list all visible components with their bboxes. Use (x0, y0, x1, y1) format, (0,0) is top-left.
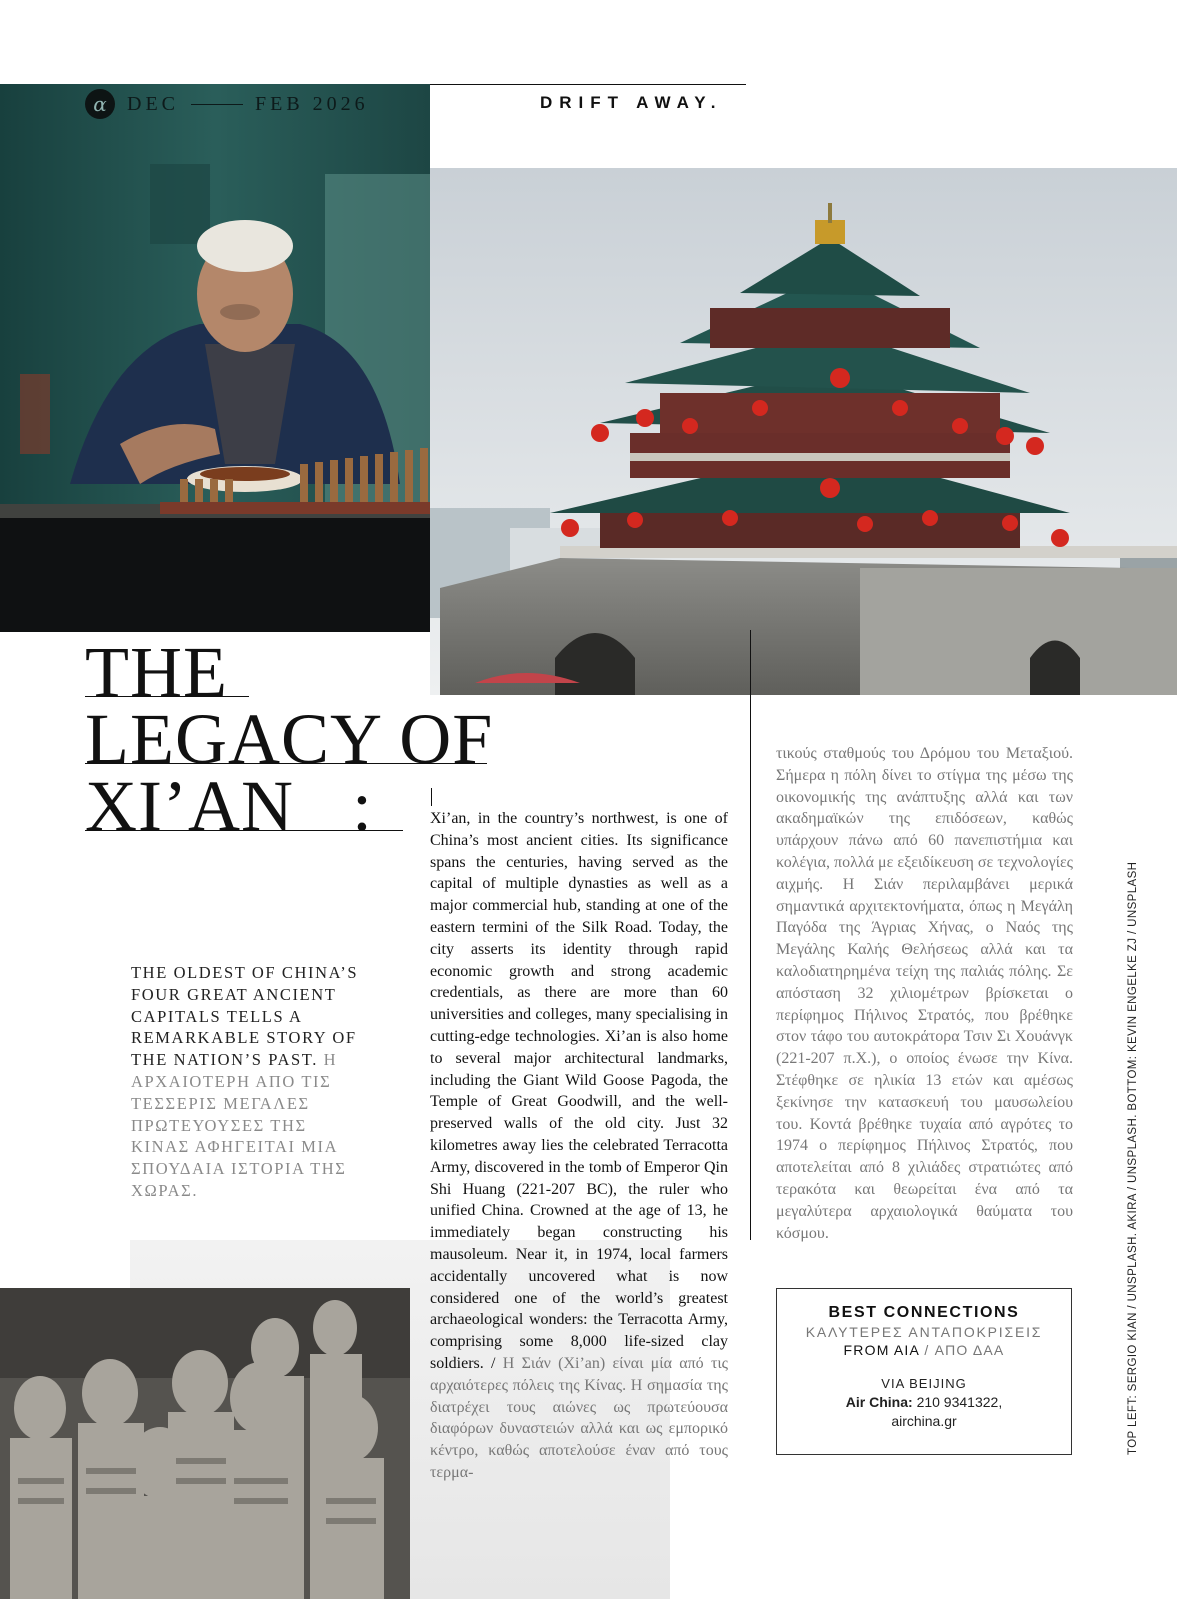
airline-contact (777, 1394, 1071, 1410)
best-connections-title: BEST CONNECTIONS (828, 1304, 1020, 1321)
standfirst (131, 962, 371, 1202)
article-title (85, 632, 494, 846)
title-colon: : (351, 766, 373, 846)
title-line-2: LEGACY OF (85, 699, 494, 779)
via-route: VIA BEIJING (881, 1376, 967, 1391)
tagline: DRIFT AWAY. (540, 93, 723, 112)
from-airport-separator: / (924, 1342, 930, 1358)
photo-credits: TOP LEFT: SERGIO KIAN / UNSPLASH. AKIRA / UNSPLASH. BOTTOM: KEVIN ENGELKE ZJ / UNSPLASH (1127, 861, 1139, 1455)
from-airport-greek: ΑΠΟ ΔΑΑ (934, 1342, 1005, 1358)
standfirst-greek: Η ΑΡΧΑΙΟΤΕΡΗ ΑΠΟ ΤΙΣ ΤΕΣΣΕΡΙΣ ΜΕΓΑΛΕΣ ΠΡΩΤΕΥΟΥΣΕΣ ΤΗΣ ΚΙΝΑΣ ΑΦΗΓΕΙΤΑΙ ΜΙΑ ΣΠΟΥΔΑΙΑ ΙΣΤΟΡΙΑ ΤΗΣ ΧΩΡΑΣ. (131, 1050, 347, 1200)
airline-phone: 210 9341322, (916, 1394, 1003, 1410)
body-greek-part-1: Η Σιάν (Xi’an) είναι μία από τις αρχαιότερες πόλεις της Κίνας. Η σημασία της διατρέχει τους αιώνες ως πρωτεύουσα διαφόρων δυναστειών αλλά και ως εμπορικό κέντρο, καθώς αποτελούσε έναν από τους τερμα- (430, 1354, 729, 1481)
photo-man-skewers-svg (0, 84, 430, 632)
issue-end: FEB 2026 (255, 92, 369, 115)
issue-start: DEC (127, 92, 179, 115)
airline-website: airchina.gr (891, 1413, 957, 1429)
best-connections-subtitle-greek: ΚΑΛΥΤΕΡΕΣ ΑΝΤΑΠΟΚΡΙΣΕΙΣ (805, 1324, 1043, 1340)
issue-dash (191, 104, 243, 105)
photo-bell-tower-xian (430, 168, 1177, 695)
photo-terracotta-army-svg (0, 1288, 410, 1599)
issue-bar (85, 88, 369, 120)
from-airport-line (777, 1342, 1071, 1358)
top-rule (430, 84, 746, 85)
column-divider (750, 630, 751, 1240)
body-english: Xi’an, in the country’s northwest, is one of China’s most ancient cities. Its significance spans the centuries, having served as the capital of multiple dynasties as well as a major commercial hub, standing at one of the eastern termini of the Silk Road. Today, the city asserts its identity through rapid economic growth and strong academic credentials, as there are more than 60 universities and colleges, many specialising in cutting-edge technologies. Xi’an is also home to several major architectural landmarks, including the Giant Wild Goose Pagoda, the Temple of Great Goodwill, and the well-preserved walls of the old city. Just 32 kilometres away lies the celebrated Terracotta Army, discovered in the tomb of Emperor Qin Shi Huang (221-207 BC), the ruler who unified China. Crowned at the age of 13, he immediately began constructing his mausoleum. Near it, in 1974, local farmers accidentally uncovered what is now considered one of the world’s greatest archaeological wonders: the Terracotta Army, comprising some 8,000 life-sized clay soldiers. / (430, 810, 728, 1372)
photo-man-skewers (0, 84, 430, 632)
airline-label: Air China: (845, 1394, 913, 1410)
title-line-3: XI’AN (85, 766, 294, 846)
title-line-1: THE (85, 632, 228, 712)
body-column-2: τικούς σταθμούς του Δρόμου του Μεταξιού. Σήμερα η πόλη δίνει το στίγμα της μέσω της οικονομικής της ανάπτυξης αλλά και των ακαδημαϊκών της επιδόσεων, καθώς υπάρχουν πάνω από 60 πανεπιστήμια και κολέγια, πολλά με εξειδίκευση σε τεχνολογίες αιχμής. Η Σιάν περιλαμβάνει μερικά σημαντικά αρχιτεκτονήματα, όπως η Μεγάλη Παγόδα της Άγριας Χήνας, ο Ναός της Μεγάλης Καλής Θελήσεως αλλά και τα καλοδιατηρημένα τείχη της παλιάς πόλης. Σε απόσταση 32 χιλιομέτρων βρίσκεται ο περίφημος Πήλινος Στρατός, που βρέθηκε στον τάφο του αυτοκράτορα Τσιν Σι Χουάνγκ (221-207 π.Χ.), ο οποίος ένωσε την Κίνα. Στέφθηκε σε ηλικία 13 ετών και αμέσως ξεκίνησε την κατασκευή του μαυσωλείου του. Κοντά βρέθηκε τυχαία από αγρότες το 1974 ο περίφημος Πήλινος Στρατός, που αποτελείται από 8 χιλιάδες στρατιώτες από τερακότα και θεωρείται ένα από τα μεγαλύτερα αρχαιολογικά θαύματα του κόσμου. (776, 745, 1073, 1242)
photo-bell-tower-svg (430, 168, 1177, 695)
standfirst-english: THE OLDEST OF CHINA’S FOUR GREAT ANCIENT CAPITALS TELLS A REMARKABLE STORY OF THE NATION’S PAST. (131, 963, 359, 1070)
photo-terracotta-army (0, 1288, 410, 1599)
from-airport-english: FROM AIA (843, 1342, 920, 1358)
magazine-logo-icon: α (85, 89, 115, 119)
best-connections-box (776, 1288, 1072, 1455)
text-start-mark (431, 788, 432, 806)
body-column-1 (430, 808, 728, 1484)
